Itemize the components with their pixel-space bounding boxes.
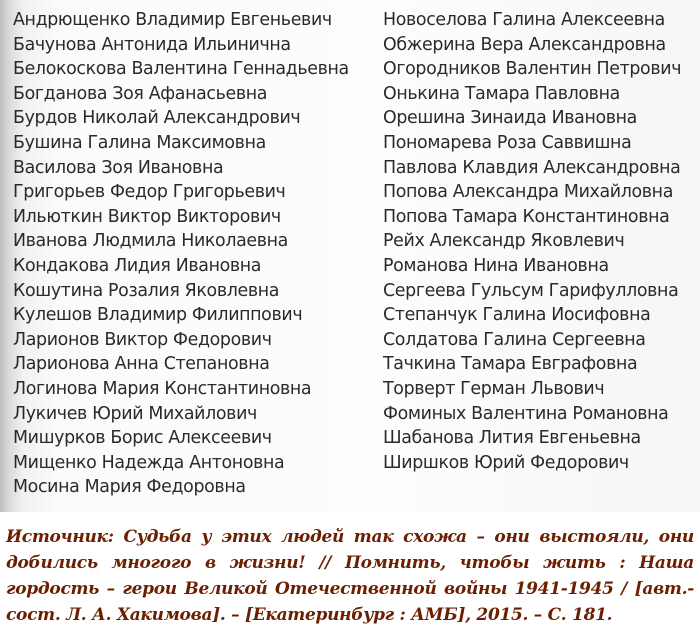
name-entry: Василова Зоя Ивановна bbox=[13, 157, 224, 178]
name-entry: Новоселова Галина Алексеевна bbox=[383, 10, 665, 30]
name-entry: Григорьев Федор Григорьевич bbox=[13, 182, 286, 203]
name-entry: Богданова Зоя Афанасьевна bbox=[13, 83, 268, 104]
name-entry: Ларионов Виктор Федорович bbox=[13, 329, 272, 350]
names-column-right bbox=[383, 8, 681, 475]
name-entry: Рейх Александр Яковлевич bbox=[383, 231, 625, 252]
name-entry: Ильюткин Виктор Викторович bbox=[13, 206, 281, 227]
name-entry: Огородников Валентин Петрович bbox=[383, 59, 682, 80]
name-entry: Шабанова Лития Евгеньевна bbox=[383, 428, 641, 449]
name-entry: Кошутина Розалия Яковлевна bbox=[13, 280, 280, 301]
name-entry: Иванова Людмила Николаевна bbox=[13, 231, 288, 252]
name-entry: Белокоскова Валентина Геннадьевна bbox=[13, 59, 349, 80]
name-entry: Кулешов Владимир Филиппович bbox=[13, 305, 303, 326]
name-entry: Попова Тамара Константиновна bbox=[383, 206, 670, 227]
source-citation: Источник: Судьба у этих людей так схожа – они выстояли, они добились многого в жизни! // Помнить, чтобы жить : Наша гордость – герои Великой Отечественной войны 1941-1945 / [авт.-сост. Л. А. Хакимова]. – [Екатеринбург : АМБ], 2015. – С. 181. bbox=[6, 527, 694, 625]
name-entry: Бушина Галина Максимовна bbox=[13, 132, 266, 153]
name-entry: Павлова Клавдия Александровна bbox=[383, 157, 681, 178]
name-entry: Мосина Мария Федоровна bbox=[13, 477, 246, 498]
name-entry: Солдатова Галина Сергеевна bbox=[383, 329, 646, 350]
name-entry: Мищенко Надежда Антоновна bbox=[13, 452, 285, 473]
name-entry: Бачунова Антонида Ильинична bbox=[13, 34, 291, 55]
name-entry: Попова Александра Михайловна bbox=[383, 182, 674, 203]
name-entry: Сергеева Гульсум Гарифулловна bbox=[383, 280, 679, 301]
name-entry: Мишурков Борис Алексеевич bbox=[13, 428, 272, 449]
name-entry: Степанчук Галина Иосифовна bbox=[383, 305, 651, 326]
name-entry: Тачкина Тамара Евграфовна bbox=[383, 354, 638, 375]
name-entry: Ларионова Анна Степановна bbox=[13, 354, 270, 375]
names-column-left bbox=[13, 8, 349, 500]
name-entry: Романова Нина Ивановна bbox=[383, 255, 609, 276]
name-entry: Ширшков Юрий Федорович bbox=[383, 452, 629, 473]
name-entry: Бурдов Николай Александрович bbox=[13, 108, 301, 129]
name-entry: Пономарева Роза Саввишна bbox=[383, 132, 632, 153]
name-entry: Орешина Зинаида Ивановна bbox=[383, 108, 637, 129]
name-entry: Обжерина Вера Александровна bbox=[383, 34, 666, 55]
name-entry: Торверт Герман Львович bbox=[383, 378, 605, 399]
name-entry: Фоминых Валентина Романовна bbox=[383, 403, 669, 424]
name-entry: Логинова Мария Константиновна bbox=[13, 378, 312, 399]
name-entry: Андрющенко Владимир Евгеньевич bbox=[13, 10, 332, 30]
name-entry: Онькина Тамара Павловна bbox=[383, 83, 620, 104]
name-entry: Кондакова Лидия Ивановна bbox=[13, 255, 262, 276]
name-entry: Лукичев Юрий Михайлович bbox=[13, 403, 257, 424]
